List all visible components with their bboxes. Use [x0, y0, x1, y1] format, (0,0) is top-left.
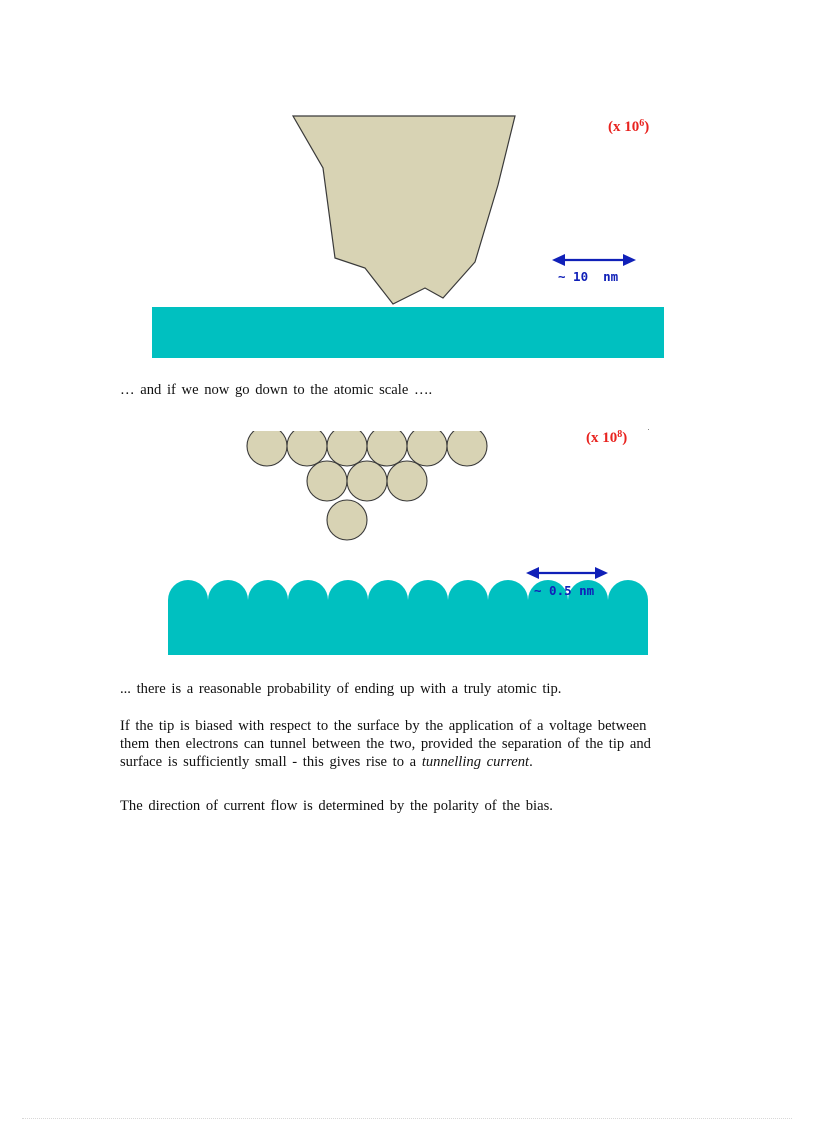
tip-atom	[407, 426, 447, 466]
caption-atomic-tip: ... there is a reasonable probability of ending up with a truly atomic tip.	[120, 681, 562, 697]
scale-arrow-0.5nm	[526, 567, 608, 579]
scale-label-10nm: ~ 10 nm	[558, 269, 619, 284]
tip-atom	[387, 461, 427, 501]
caption-atomic-scale: … and if we now go down to the atomic scale ….	[120, 382, 433, 398]
paragraph-current-direction: The direction of current flow is determined by the polarity of the bias.	[120, 798, 553, 814]
magnification-label-1e8: (x $10^8$)	[586, 429, 628, 446]
magnification-label-1e6: (x $10^6$)	[608, 118, 650, 135]
page-bottom-rule	[22, 1118, 792, 1119]
scale-label-0.5nm: ~ 0.5 nm	[534, 583, 595, 598]
paragraph-tunnelling: If the tip is biased with respect to the surface by the application of a voltage between them then electrons can tunnel between the two, provided the separation of the tip and surface is sufficiently small - this gives rise to a tunnelling current.	[120, 718, 651, 770]
stray-dot	[648, 429, 649, 430]
tip-atom	[327, 426, 367, 466]
tip-atom	[287, 426, 327, 466]
tip-atom	[247, 426, 287, 466]
tip-apex-atom	[327, 500, 367, 540]
tip-atom	[447, 426, 487, 466]
tip-atom	[367, 426, 407, 466]
tip-atom	[347, 461, 387, 501]
tip-atom	[307, 461, 347, 501]
tunnelling-current-term: tunnelling current	[421, 754, 530, 770]
